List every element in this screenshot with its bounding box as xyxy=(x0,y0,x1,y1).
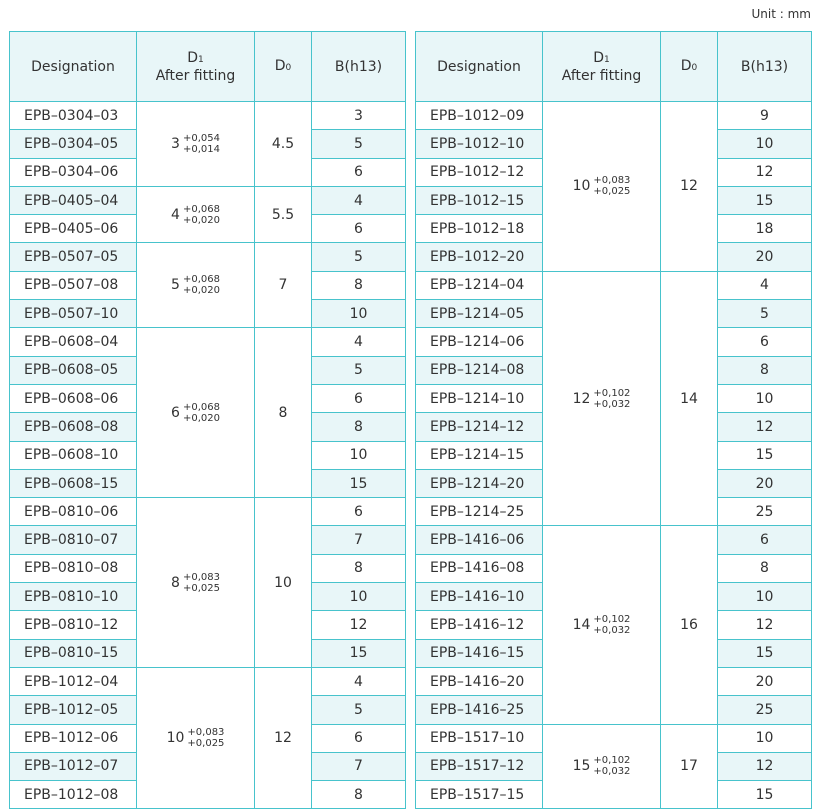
table-body xyxy=(10,102,406,809)
designation-cell: EPB–0810–15 xyxy=(10,639,137,667)
d1-tolerance-upper: +0,083 xyxy=(182,571,220,583)
b-cell: 10 xyxy=(718,724,812,752)
designation-cell: EPB–0507–05 xyxy=(10,243,137,271)
designation-cell: EPB–0405–04 xyxy=(10,186,137,214)
header-row xyxy=(416,32,812,102)
designation-cell: EPB–1416–15 xyxy=(416,639,543,667)
designation-cell: EPB–0608–05 xyxy=(10,356,137,384)
d1-tolerance-upper: +0,054 xyxy=(182,132,220,144)
header-designation: Designation xyxy=(10,32,137,102)
d1-tolerance-lower: +0,032 xyxy=(593,398,631,410)
table-row xyxy=(10,328,406,356)
header-d1 xyxy=(137,32,255,102)
d1-value xyxy=(171,274,220,296)
designation-cell: EPB–1517–15 xyxy=(416,781,543,809)
d1-tolerance xyxy=(593,755,630,777)
table-row xyxy=(416,271,812,299)
d1-tolerance xyxy=(183,133,220,155)
d1-tolerance xyxy=(593,175,630,197)
header-row xyxy=(10,32,406,102)
table-row xyxy=(416,526,812,554)
d0-cell: 8 xyxy=(255,328,312,498)
b-cell: 4 xyxy=(718,271,812,299)
d1-nominal: 4 xyxy=(171,206,180,223)
designation-cell: EPB–0810–10 xyxy=(10,583,137,611)
b-cell: 6 xyxy=(312,498,406,526)
d1-nominal: 14 xyxy=(572,616,591,633)
b-cell: 5 xyxy=(312,696,406,724)
table-row xyxy=(10,243,406,271)
b-cell: 7 xyxy=(312,752,406,780)
designation-cell: EPB–1012–20 xyxy=(416,243,543,271)
b-cell: 6 xyxy=(312,158,406,186)
header-d0 xyxy=(255,32,312,102)
table-row xyxy=(416,102,812,130)
designation-cell: EPB–0608–08 xyxy=(10,413,137,441)
designation-cell: EPB–0304–03 xyxy=(10,102,137,130)
b-cell: 10 xyxy=(312,441,406,469)
d1-value xyxy=(573,388,631,410)
d1-tolerance-lower: +0,025 xyxy=(182,582,220,594)
spec-table-left xyxy=(9,31,406,809)
d1-tolerance xyxy=(187,727,224,749)
d0-cell: 4.5 xyxy=(255,102,312,187)
table-row xyxy=(10,186,406,214)
b-cell: 12 xyxy=(312,611,406,639)
designation-cell: EPB–1416–20 xyxy=(416,667,543,695)
b-cell: 8 xyxy=(312,781,406,809)
d1-value xyxy=(171,204,220,226)
b-cell: 15 xyxy=(718,781,812,809)
d1-tolerance xyxy=(593,388,630,410)
b-cell: 8 xyxy=(718,356,812,384)
header-d0-symbol: D xyxy=(680,57,692,74)
d1-tolerance-upper: +0,102 xyxy=(593,387,631,399)
designation-cell: EPB–1012–04 xyxy=(10,667,137,695)
d1-nominal: 10 xyxy=(166,730,185,747)
d1-cell xyxy=(543,102,661,272)
b-cell: 8 xyxy=(718,554,812,582)
table-row xyxy=(10,102,406,130)
b-cell: 10 xyxy=(718,384,812,412)
designation-cell: EPB–1214–12 xyxy=(416,413,543,441)
b-cell: 6 xyxy=(718,328,812,356)
b-cell: 25 xyxy=(718,696,812,724)
header-b: B(h13) xyxy=(718,32,812,102)
header-d1-symbol: D xyxy=(187,49,199,66)
header-d0-symbol: D xyxy=(274,57,286,74)
d1-tolerance xyxy=(593,614,630,636)
b-cell: 6 xyxy=(312,384,406,412)
b-cell: 12 xyxy=(718,158,812,186)
b-cell: 6 xyxy=(312,724,406,752)
designation-cell: EPB–1214–10 xyxy=(416,384,543,412)
designation-cell: EPB–1517–10 xyxy=(416,724,543,752)
b-cell: 12 xyxy=(718,752,812,780)
b-cell: 4 xyxy=(312,186,406,214)
designation-cell: EPB–0507–08 xyxy=(10,271,137,299)
table-body xyxy=(416,102,812,809)
b-cell: 25 xyxy=(718,498,812,526)
designation-cell: EPB–0810–08 xyxy=(10,554,137,582)
designation-cell: EPB–0304–05 xyxy=(10,130,137,158)
header-d1-subscript: 1 xyxy=(198,54,204,65)
header-b: B(h13) xyxy=(312,32,406,102)
b-cell: 10 xyxy=(312,583,406,611)
d1-tolerance-upper: +0,083 xyxy=(187,727,225,739)
designation-cell: EPB–0608–10 xyxy=(10,441,137,469)
d1-tolerance-lower: +0,014 xyxy=(182,143,220,155)
designation-cell: EPB–1012–05 xyxy=(10,696,137,724)
b-cell: 8 xyxy=(312,554,406,582)
header-d1-note: After fitting xyxy=(561,67,642,84)
designation-cell: EPB–1012–18 xyxy=(416,215,543,243)
b-cell: 20 xyxy=(718,243,812,271)
designation-cell: EPB–0507–10 xyxy=(10,300,137,328)
d1-tolerance xyxy=(183,402,220,424)
designation-cell: EPB–1214–25 xyxy=(416,498,543,526)
d1-cell xyxy=(543,526,661,724)
d1-nominal: 12 xyxy=(572,390,591,407)
designation-cell: EPB–1214–08 xyxy=(416,356,543,384)
header-d0-subscript: 0 xyxy=(285,62,292,73)
table-row xyxy=(10,498,406,526)
header-d1-note: After fitting xyxy=(155,67,236,84)
d1-tolerance-lower: +0,032 xyxy=(593,624,631,636)
d0-cell: 10 xyxy=(255,498,312,668)
b-cell: 4 xyxy=(312,328,406,356)
spec-table-right xyxy=(415,31,812,809)
b-cell: 20 xyxy=(718,667,812,695)
designation-cell: EPB–1012–08 xyxy=(10,781,137,809)
designation-cell: EPB–1214–05 xyxy=(416,300,543,328)
b-cell: 10 xyxy=(312,300,406,328)
d1-cell xyxy=(137,498,255,668)
designation-cell: EPB–0810–06 xyxy=(10,498,137,526)
b-cell: 15 xyxy=(312,639,406,667)
b-cell: 9 xyxy=(718,102,812,130)
d1-value xyxy=(573,755,631,777)
designation-cell: EPB–0405–06 xyxy=(10,215,137,243)
d1-tolerance-upper: +0,083 xyxy=(593,175,631,187)
d0-cell: 14 xyxy=(661,271,718,526)
d0-cell: 17 xyxy=(661,724,718,809)
d0-cell: 5.5 xyxy=(255,186,312,243)
b-cell: 3 xyxy=(312,102,406,130)
d0-cell: 16 xyxy=(661,526,718,724)
d1-cell xyxy=(137,243,255,328)
b-cell: 15 xyxy=(718,639,812,667)
designation-cell: EPB–0810–12 xyxy=(10,611,137,639)
b-cell: 5 xyxy=(312,130,406,158)
d1-tolerance-upper: +0,068 xyxy=(182,274,220,286)
designation-cell: EPB–1214–20 xyxy=(416,469,543,497)
d1-cell xyxy=(137,186,255,243)
d1-value xyxy=(167,727,225,749)
d1-cell xyxy=(137,102,255,187)
b-cell: 8 xyxy=(312,271,406,299)
d1-nominal: 5 xyxy=(171,277,180,294)
designation-cell: EPB–1416–06 xyxy=(416,526,543,554)
d1-value xyxy=(171,572,220,594)
d0-cell: 12 xyxy=(661,102,718,272)
designation-cell: EPB–1416–12 xyxy=(416,611,543,639)
d1-cell xyxy=(543,271,661,526)
table-row xyxy=(416,724,812,752)
designation-cell: EPB–1012–10 xyxy=(416,130,543,158)
d1-tolerance xyxy=(183,572,220,594)
d1-tolerance-lower: +0,025 xyxy=(187,738,225,750)
d1-tolerance-upper: +0,068 xyxy=(182,401,220,413)
d1-nominal: 10 xyxy=(572,178,591,195)
designation-cell: EPB–1416–08 xyxy=(416,554,543,582)
designation-cell: EPB–1416–10 xyxy=(416,583,543,611)
d1-cell xyxy=(137,667,255,808)
d1-tolerance xyxy=(183,204,220,226)
b-cell: 7 xyxy=(312,526,406,554)
b-cell: 5 xyxy=(718,300,812,328)
designation-cell: EPB–1012–12 xyxy=(416,158,543,186)
designation-cell: EPB–1012–07 xyxy=(10,752,137,780)
d1-tolerance-lower: +0,020 xyxy=(182,412,220,424)
designation-cell: EPB–1416–25 xyxy=(416,696,543,724)
b-cell: 15 xyxy=(718,186,812,214)
designation-cell: EPB–1012–06 xyxy=(10,724,137,752)
designation-cell: EPB–1012–09 xyxy=(416,102,543,130)
header-designation: Designation xyxy=(416,32,543,102)
b-cell: 10 xyxy=(718,130,812,158)
header-d0 xyxy=(661,32,718,102)
b-cell: 15 xyxy=(718,441,812,469)
designation-cell: EPB–1214–06 xyxy=(416,328,543,356)
b-cell: 5 xyxy=(312,356,406,384)
d1-tolerance-lower: +0,032 xyxy=(593,766,631,778)
b-cell: 5 xyxy=(312,243,406,271)
header-d1-symbol: D xyxy=(593,49,605,66)
unit-label: Unit : mm xyxy=(751,7,811,21)
d1-cell xyxy=(543,724,661,809)
d1-nominal: 6 xyxy=(171,404,180,421)
designation-cell: EPB–0608–04 xyxy=(10,328,137,356)
d1-tolerance-upper: +0,102 xyxy=(593,755,631,767)
d1-tolerance-upper: +0,068 xyxy=(182,203,220,215)
d1-value xyxy=(573,614,631,636)
d1-cell xyxy=(137,328,255,498)
d1-tolerance-lower: +0,020 xyxy=(182,285,220,297)
d1-value xyxy=(171,133,220,155)
d1-tolerance xyxy=(183,274,220,296)
b-cell: 8 xyxy=(312,413,406,441)
b-cell: 6 xyxy=(718,526,812,554)
b-cell: 10 xyxy=(718,583,812,611)
b-cell: 15 xyxy=(312,469,406,497)
designation-cell: EPB–0608–06 xyxy=(10,384,137,412)
d1-value xyxy=(573,175,631,197)
header-d0-subscript: 0 xyxy=(691,62,698,73)
b-cell: 12 xyxy=(718,413,812,441)
d1-nominal: 15 xyxy=(572,758,591,775)
d1-tolerance-lower: +0,020 xyxy=(182,214,220,226)
designation-cell: EPB–0304–06 xyxy=(10,158,137,186)
designation-cell: EPB–1214–04 xyxy=(416,271,543,299)
designation-cell: EPB–1214–15 xyxy=(416,441,543,469)
b-cell: 20 xyxy=(718,469,812,497)
designation-cell: EPB–0608–15 xyxy=(10,469,137,497)
d1-nominal: 8 xyxy=(171,574,180,591)
header-d1-subscript: 1 xyxy=(604,54,610,65)
designation-cell: EPB–0810–07 xyxy=(10,526,137,554)
b-cell: 18 xyxy=(718,215,812,243)
table-row xyxy=(10,667,406,695)
d1-nominal: 3 xyxy=(171,135,180,152)
d0-cell: 12 xyxy=(255,667,312,808)
d1-tolerance-lower: +0,025 xyxy=(593,186,631,198)
b-cell: 12 xyxy=(718,611,812,639)
header-d1 xyxy=(543,32,661,102)
designation-cell: EPB–1012–15 xyxy=(416,186,543,214)
d1-tolerance-upper: +0,102 xyxy=(593,613,631,625)
b-cell: 6 xyxy=(312,215,406,243)
designation-cell: EPB–1517–12 xyxy=(416,752,543,780)
b-cell: 4 xyxy=(312,667,406,695)
d0-cell: 7 xyxy=(255,243,312,328)
d1-value xyxy=(171,402,220,424)
